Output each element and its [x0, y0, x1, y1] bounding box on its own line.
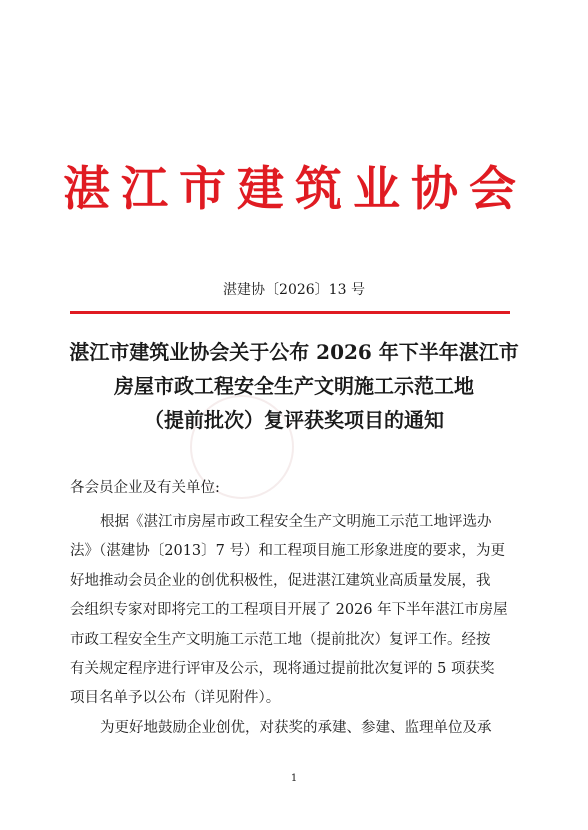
organization-header: 湛江市建筑业协会	[63, 162, 527, 217]
title-line: （提前批次）复评获奖项目的通知	[144, 408, 444, 432]
body-paragraph-2	[70, 714, 522, 743]
document-number: 湛建协〔2026〕13 号	[223, 282, 365, 298]
title-line: 房屋市政工程安全生产文明施工示范工地	[114, 374, 474, 398]
paragraph-line: 市政工程安全生产文明施工示范工地（提前批次）复评工作。经按	[70, 631, 491, 648]
paragraph-line: 根据《湛江市房屋市政工程安全生产文明施工示范工地评选办	[100, 514, 492, 530]
page-number: 1	[290, 773, 298, 784]
title-line: 湛江市建筑业协会关于公布 2026 年下半年湛江市	[69, 340, 519, 364]
paragraph-line: 项目名单予以公布（详见附件）。	[70, 690, 281, 707]
body-paragraph-1	[70, 508, 522, 714]
paragraph-line: 会组织专家对即将完工的工程项目开展了 2026 年下半年湛江市房屋	[70, 602, 508, 619]
paragraph-line: 有关规定程序进行评审及公示，现将通过提前批次复评的 5 项获奖	[70, 661, 495, 678]
paragraph-line: 为更好地鼓励企业创优，对获奖的承建、参建、监理单位及承	[100, 720, 492, 736]
paragraph-line: 好地推动会员企业的创优积极性，促进湛江建筑业高质量发展，我	[70, 572, 491, 589]
red-divider-line	[70, 311, 510, 314]
paragraph-line: 法》（湛建协〔2013〕7 号）和工程项目施工形象进度的要求，为更	[70, 543, 505, 560]
notice-title	[40, 335, 548, 437]
salutation: 各会员企业及有关单位:	[70, 480, 220, 496]
